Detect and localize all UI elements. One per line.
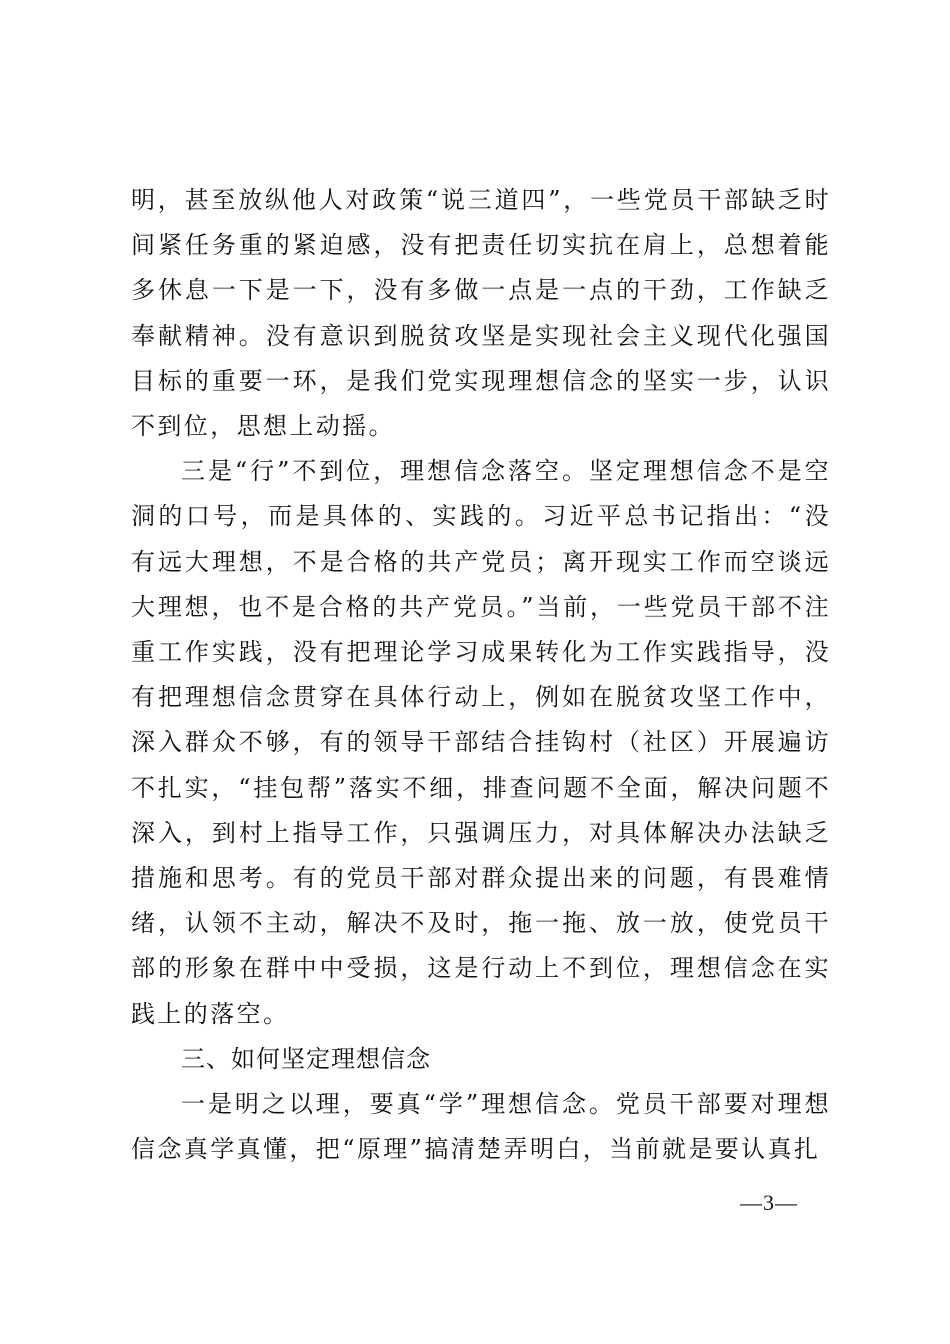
section-heading: 三、如何坚定理想信念 <box>181 1044 431 1073</box>
page-number: —3— <box>740 1190 798 1215</box>
paragraph-first-measure: 一是明之以理，要真“学”理想信念。党员干部要对理想信念真学真懂，把“原理”搞清楚弄明白，当前就是要认真扎 <box>131 1090 831 1164</box>
paragraph-third-point: 三是“行”不到位，理想信念落空。坚定理想信念不是空洞的口号，而是具体的、实践的。习近平总书记指出：“没有远大理想，不是合格的共产党员；离开现实工作而空谈远大理想，也不是合格的共产党员。”当前，一些党员干部不注重工作实践，没有把理论学习成果转化为工作实践指导，没有把理想信念贯穿在具体行动上，例如在脱贫攻坚工作中，深入群众不够，有的领导干部结合挂钩村（社区）开展遍访不扎实，“挂包帮”落实不细，排查问题不全面，解决问题不深入，到村上指导工作，只强调压力，对具体解决办法缺乏措施和思考。有的党员干部对群众提出来的问题，有畏难情绪，认领不主动，解决不及时，拖一拖、放一放，使党员干部的形象在群中中受损，这是行动上不到位，理想信念在实践上的落空。 <box>131 457 831 1028</box>
paragraph-continuation: 明，甚至放纵他人对政策“说三道四”，一些党员干部缺乏时间紧任务重的紧迫感，没有把责任切实抗在肩上，总想着能多休息一下是一下，没有多做一点是一点的干劲，工作缺乏奉献精神。没有意识到脱贫攻坚是实现社会主义现代化强国目标的重要一环，是我们党实现理想信念的坚实一步，认识不到位，思想上动摇。 <box>131 186 831 441</box>
document-body <box>131 178 831 1172</box>
